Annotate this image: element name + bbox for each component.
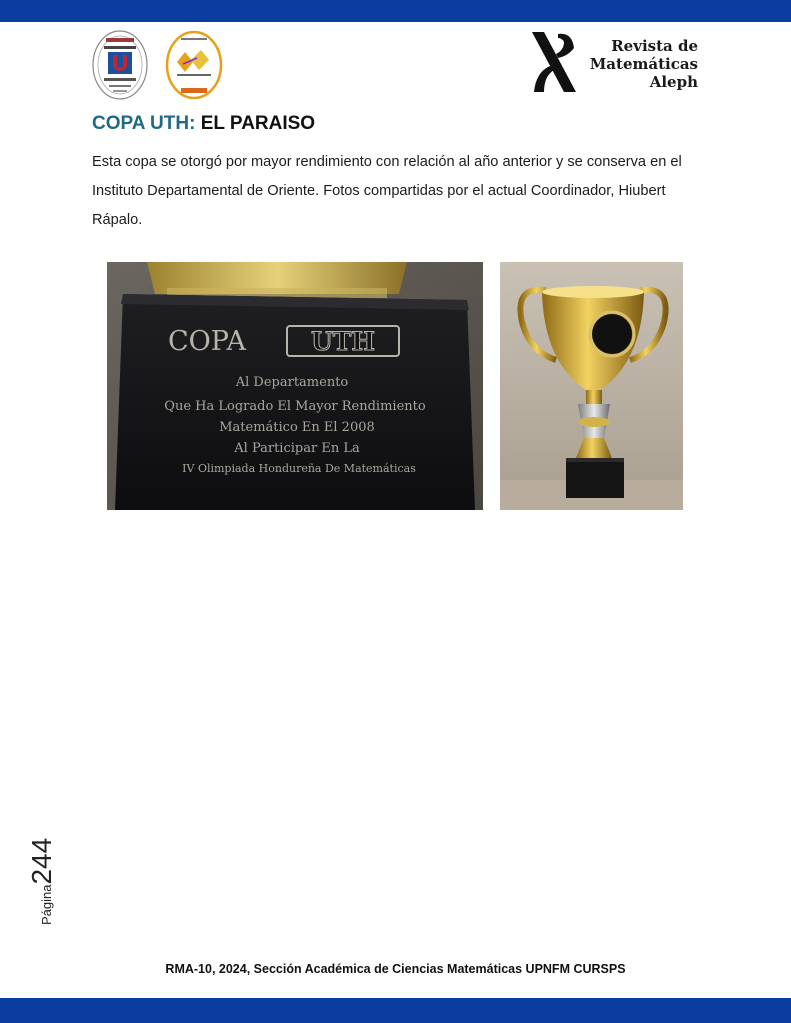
plaque-line-5: IV Olimpiada Hondureña De Matemáticas: [182, 462, 416, 475]
brand-line-2: Matemáticas: [589, 55, 698, 73]
article-heading: [92, 113, 315, 135]
math-section-logo: [165, 30, 223, 100]
plaque-photo: [107, 262, 483, 510]
plaque-line-3: Matemático En El 2008: [219, 420, 375, 435]
heading-suffix: EL PARAISO: [200, 113, 316, 134]
svg-text:UTH: UTH: [310, 327, 376, 356]
plaque-line-2: Que Ha Logrado El Mayor Rendimiento: [164, 399, 426, 414]
article-paragraph: Esta copa se otorgó por mayor rendimiento con relación al año anterior y se conserva en el Instituto Departamental de Oriente. Fotos compartidas por el actual Coordinador, Hiubert Rápalo.: [92, 154, 682, 228]
top-bar: [0, 0, 791, 22]
university-seal-logo: [92, 30, 148, 100]
plaque-line-1: Al Departamento: [235, 375, 349, 390]
brand-line-3: Aleph: [649, 73, 698, 91]
journal-brand: [582, 37, 698, 91]
footer-citation: RMA-10, 2024, Sección Académica de Ciencias Matemáticas UPNFM CURSPS: [165, 962, 626, 976]
brand-line-1: Revista de: [611, 37, 698, 55]
plaque-line-4: Al Participar En La: [234, 441, 360, 456]
page-number: [26, 838, 58, 925]
aleph-icon: [528, 26, 580, 98]
trophy-photo: [500, 262, 683, 510]
page-number-value: 244: [26, 837, 57, 885]
plaque-brand-text: COPA: [168, 326, 246, 357]
heading-prefix: COPA UTH:: [92, 113, 196, 134]
bottom-bar: [0, 998, 791, 1023]
page-label: Página: [39, 884, 54, 925]
